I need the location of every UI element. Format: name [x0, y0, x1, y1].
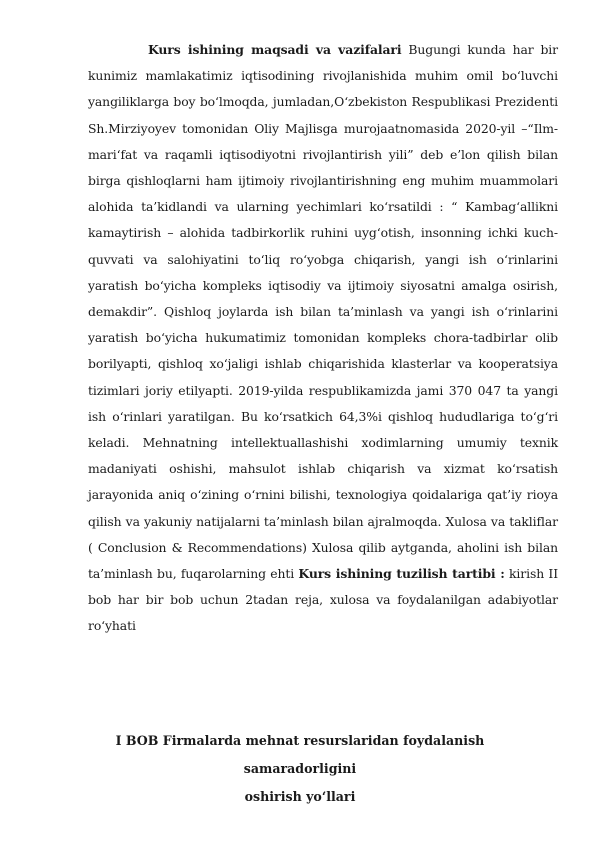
section-heading-structure: Kurs ishining tuzilish tartibi :: [298, 566, 505, 582]
body-text-main: Bugungi kunda har bir kunimiz mamlakatimiz iqtisodining rivojlanishida muhim omil bo‘luvchi yangiliklarga boy bo‘lmoqda, jumladan,O‘zbekiston Respublikasi Prezidenti Sh.Mirziyoyev tomonidan Oliy Majlisga murojaatnomasida 2020-yil –“Ilm-mari‘fat va raqamli iqtisodiyotni rivojlantirish yili” deb e’lon qilish bilan birga qishloqlarni ham ijtimoiy rivojlantirishning eng muhim muammolari alohida ta’kidlandi va ularning yechimlari ko‘rsatildi : “ Kambag‘allikni kamaytirish – alohida tadbirkorlik ruhini uyg‘otish, insonning ichki kuch-quvvati va salohiyatini to‘liq ro‘yobga chiqarish, yangi ish o‘rinlarini yaratish bo‘yicha kompleks iqtisodiy va ijtimoiy siyosatni amalga osirish, demakdir”. Qishloq joylarda ish bilan ta’minlash va yangi ish o‘rinlarini yaratish bo‘yicha hukumatimiz tomonidan kompleks chora-tadbirlar olib borilyapti, qishloq xo‘jaligi ishlab chiqarishida klasterlar va kooperatsiya tizimlari joriy etilyapti. 2019-yilda respublikamizda jami 370 047 ta yangi ish o‘rinlari yaratilgan. Bu ko‘rsatkich 64,3%i qishloq hududlariga to‘g‘ri keladi. Mehnatning intellektuallashishi xodimlarning umumiy texnik madaniyati oshishi, mahsulot ishlab chiqarish va xizmat ko‘rsatish jarayonida aniq o‘zining o‘rnini bilishi, texnologiya qoidalariga qat’iy rioya qilish va yakuniy natijalarni ta’minlash bilan ajralmoqda. Xulosa va takliflar ( Conclusion & Recommendations) Xulosa qilib aytganda, aholini ish bilan ta’minlash bu, fuqarolarning ehti: [88, 42, 558, 582]
section-heading-goals: Kurs ishining maqsadi va vazifalari: [148, 42, 402, 57]
chapter-title: [60, 727, 540, 811]
chapter-title-line-2: oshirish yo‘llari: [244, 789, 356, 804]
chapter-title-line-1: I BOB Firmalarda mehnat resurslaridan foydalanish samaradorligini: [115, 733, 485, 776]
body-text-structure: kirish II bob har bir bob uchun 2tadan reja, xulosa va foydalanilgan adabiyotlar ro‘yhati: [88, 566, 558, 634]
body-paragraph: [88, 37, 558, 640]
